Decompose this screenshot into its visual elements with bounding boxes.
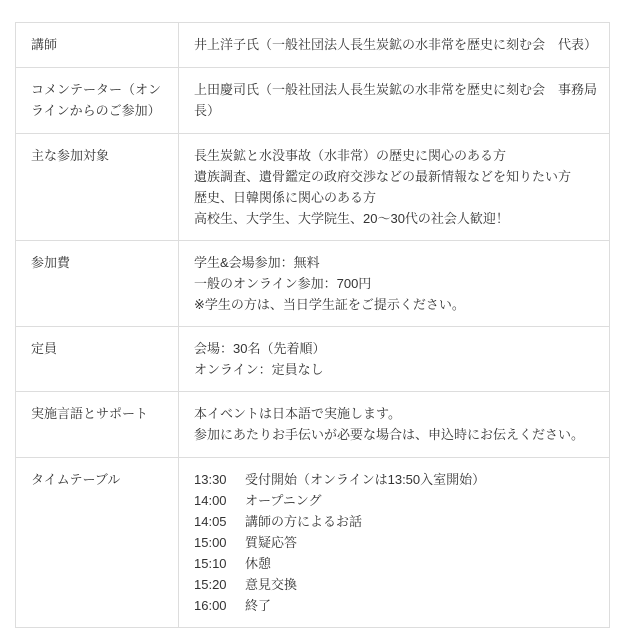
row-label-language-support: 実施言語とサポート [16,392,179,458]
row-content-lecturer [179,23,610,68]
schedule-time: 14:00 [194,493,227,508]
schedule-item: 休憩 [245,556,272,571]
row-label-capacity: 定員 [16,327,179,392]
row-content-capacity [179,327,610,392]
table-row-capacity [16,327,610,392]
schedule-time: 13:30 [194,472,227,487]
target-audience-line: 歴史、日韓関係に関心のある方 [194,190,377,205]
row-label-fee: 参加費 [16,241,179,327]
target-audience-line: 高校生、大学生、大学院生、20〜30代の社会人歓迎！ [194,211,509,226]
row-content-fee [179,241,610,327]
table-row-lecturer [16,23,610,68]
schedule-entry [194,595,597,616]
table-row-commentator [16,68,610,134]
table-row-fee [16,241,610,327]
table-row-target-audience [16,134,610,241]
row-label-commentator: コメンテーター（オンラインからのご参加） [16,68,179,134]
schedule-entry [194,490,597,511]
target-audience-line: 遺族調査、遺骨鑑定の政府交渉などの最新情報などを知りたい方 [194,169,572,184]
schedule-item: オープニング [245,493,322,508]
schedule-item: 質疑応答 [245,535,298,550]
target-audience-line: 長生炭鉱と水没事故（水非常）の歴史に関心のある方 [194,148,507,163]
fee-note: ※学生の方は、当日学生証をご提示ください。 [194,297,465,312]
schedule-item: 受付開始（オンラインは13:50入室開始） [245,472,486,487]
schedule-item: 終了 [245,598,272,613]
schedule-time: 16:00 [194,598,227,613]
schedule-item: 講師の方によるお話 [245,514,363,529]
language-support-line: 本イベントは日本語で実施します。 [194,406,401,421]
fee-line: 学生&会場参加：無料 [194,255,320,270]
row-label-lecturer: 講師 [16,23,179,68]
capacity-line: オンライン：定員なし [194,362,324,377]
schedule-time: 15:00 [194,535,227,550]
row-content-timetable [179,458,610,628]
schedule-time: 15:10 [194,556,227,571]
schedule-entry [194,532,597,553]
event-info-table [15,22,610,628]
row-content-commentator [179,68,610,134]
table-row-language-support [16,392,610,458]
schedule-time: 14:05 [194,514,227,529]
language-support-line: 参加にあたりお手伝いが必要な場合は、申込時にお伝えください。 [194,427,585,442]
table-row-timetable [16,458,610,628]
capacity-line: 会場：30名（先着順） [194,341,326,356]
fee-line: 一般のオンライン参加：700円 [194,276,372,291]
schedule-time: 15:20 [194,577,227,592]
schedule-entry [194,553,597,574]
schedule-entry [194,574,597,595]
row-content-language-support [179,392,610,458]
row-label-target-audience: 主な参加対象 [16,134,179,241]
row-content-target-audience [179,134,610,241]
schedule-entry [194,511,597,532]
schedule-item: 意見交換 [245,577,298,592]
schedule-entry [194,469,597,490]
lecturer-name: 井上洋子氏（一般社団法人長生炭鉱の水非常を歴史に刻む会 代表） [194,37,598,52]
commentator-name: 上田慶司氏（一般社団法人長生炭鉱の水非常を歴史に刻む会 事務局長） [194,82,598,118]
row-label-timetable: タイムテーブル [16,458,179,628]
